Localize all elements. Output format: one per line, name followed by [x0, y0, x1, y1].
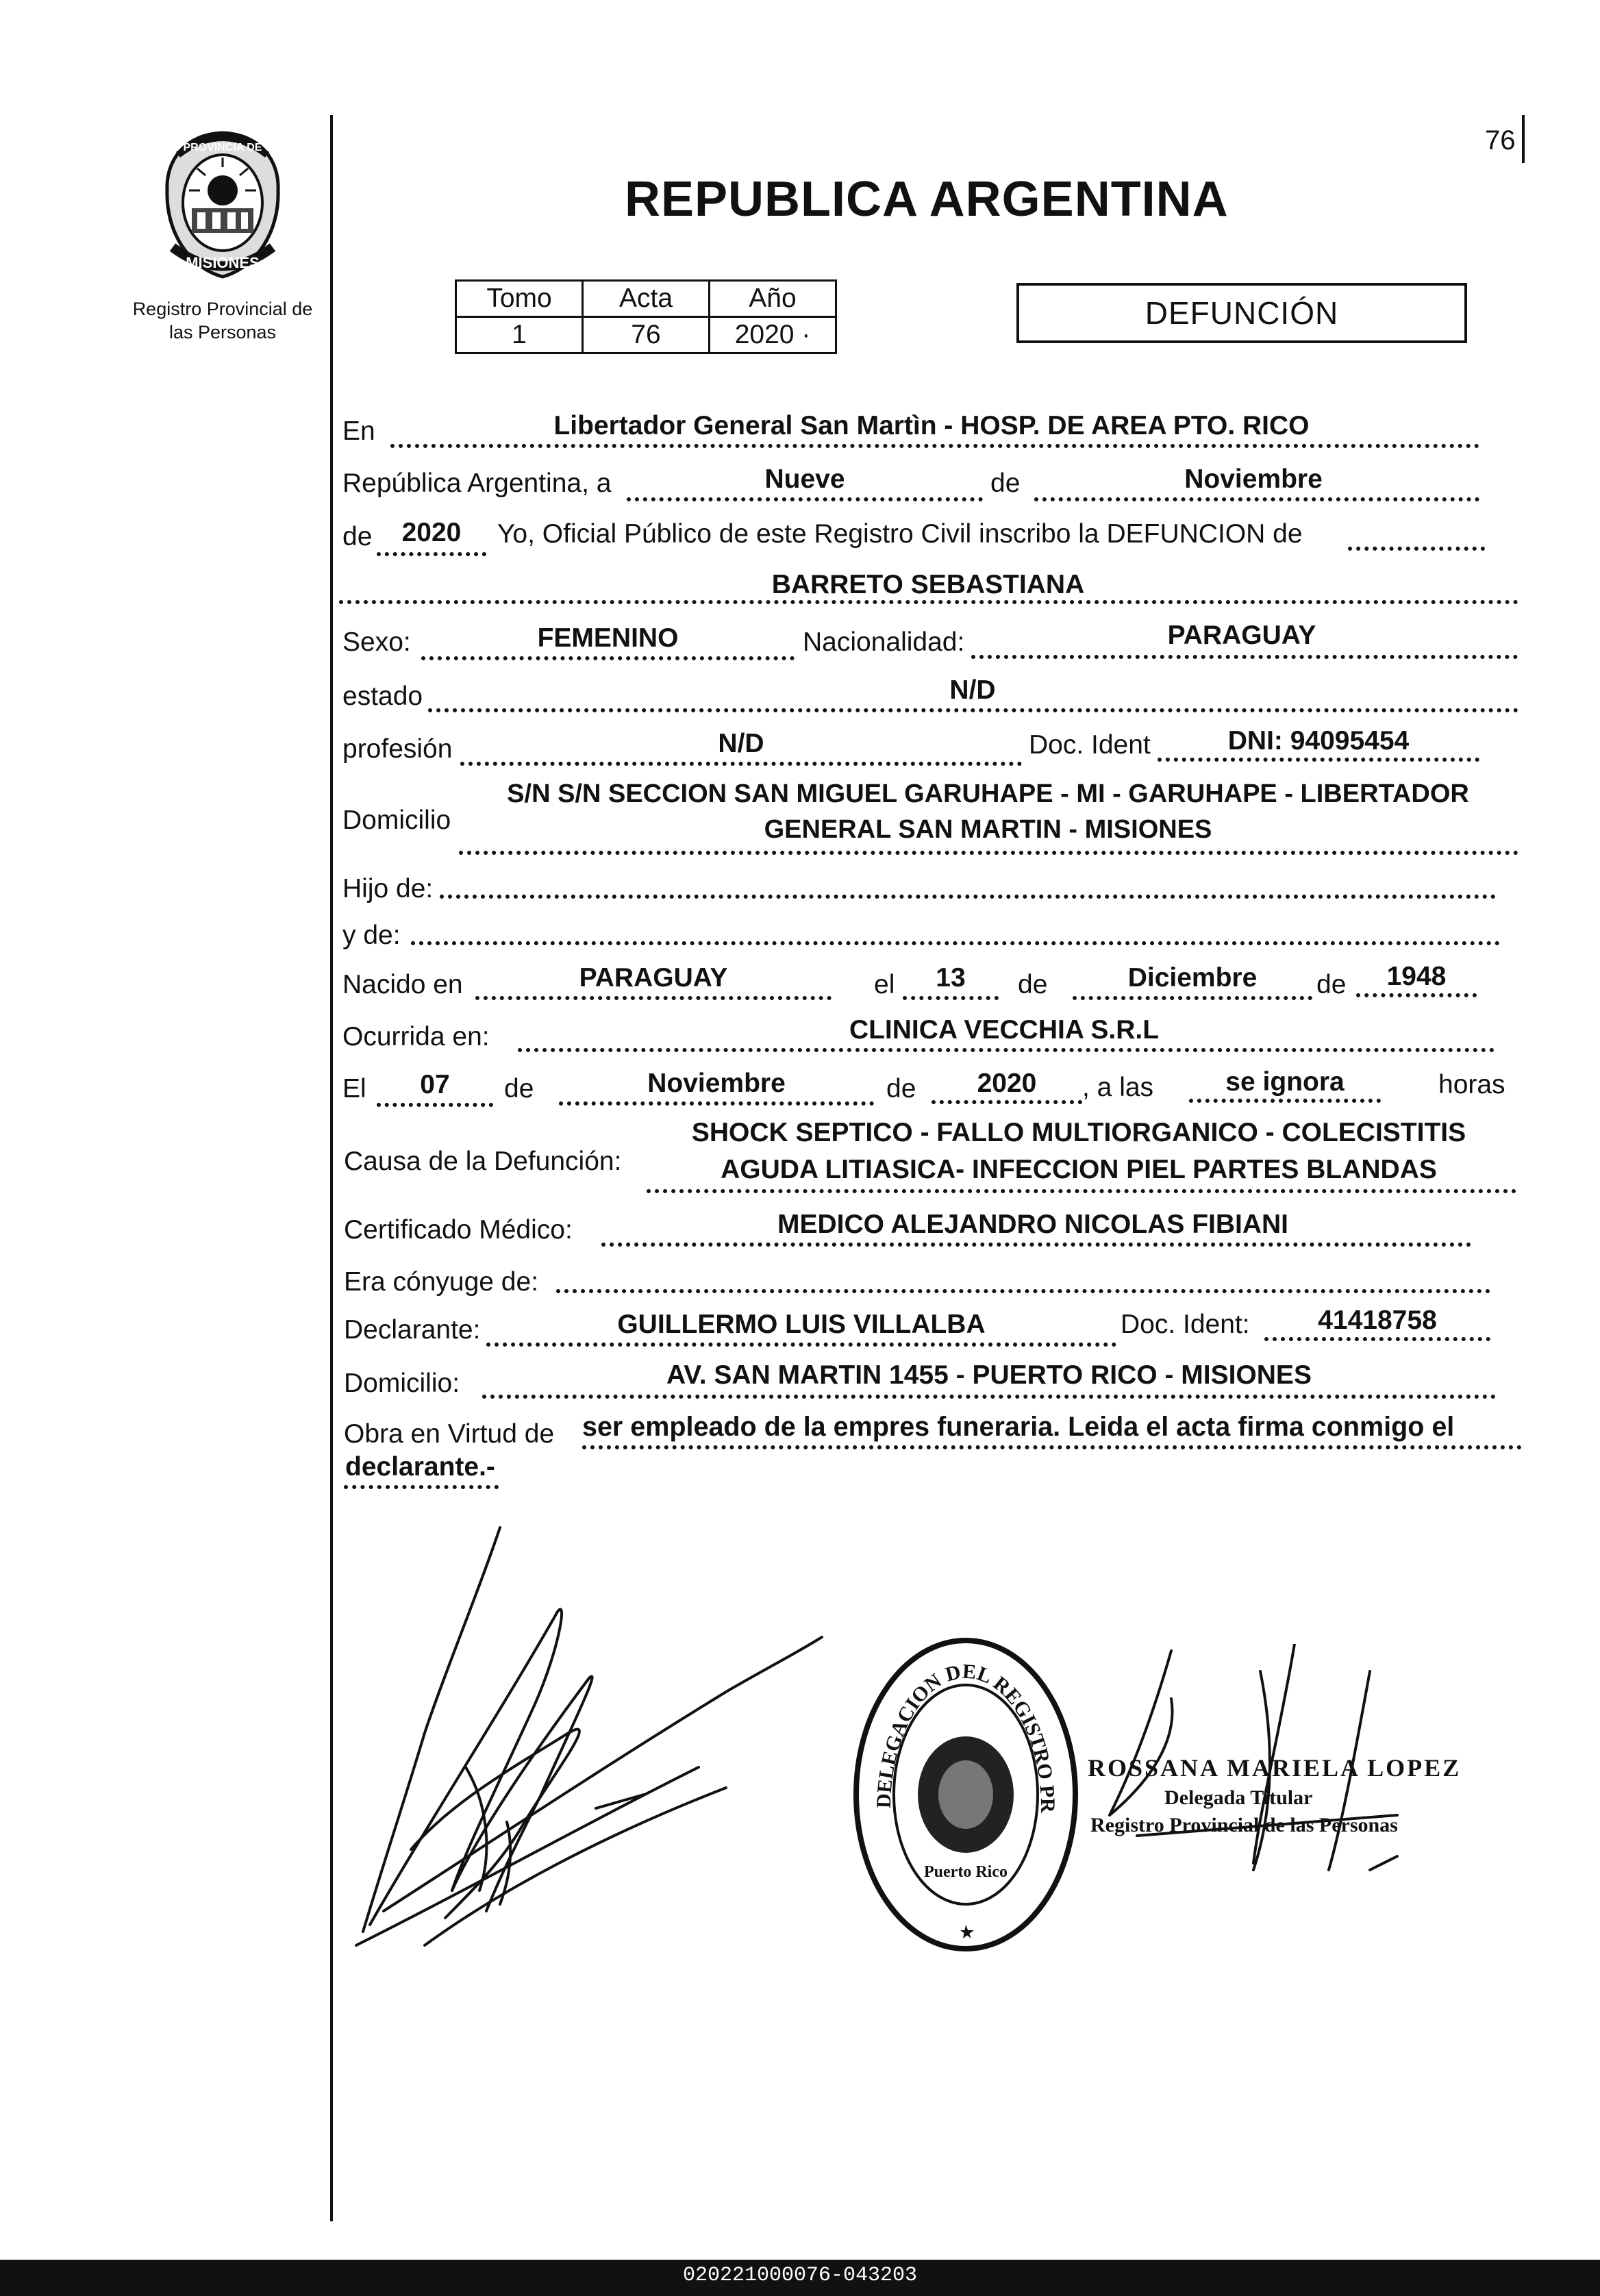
- anio-header: Año: [710, 281, 836, 317]
- de-label-1: de: [990, 469, 1021, 498]
- place-dots: [390, 444, 1479, 448]
- death-day: 07: [420, 1070, 450, 1099]
- domicilio2-dots: [482, 1395, 1496, 1399]
- sexo-value: FEMENINO: [537, 623, 679, 653]
- domicilio-line2: GENERAL SAN MARTIN - MISIONES: [764, 815, 1212, 844]
- profesion-dots: [460, 762, 1022, 766]
- horas-label: horas: [1438, 1070, 1505, 1099]
- page-number: 76: [1485, 125, 1516, 155]
- ocurrida-label: Ocurrida en:: [342, 1022, 490, 1051]
- sexo-label: Sexo:: [342, 627, 411, 657]
- official-stamp: [849, 1630, 1082, 1959]
- hijo-dots: [440, 895, 1496, 899]
- domicilio-line1: S/N S/N SECCION SAN MIGUEL GARUHAPE - MI - GARUHAPE - LIBERTADOR: [507, 779, 1469, 808]
- year-dots: [377, 552, 486, 556]
- domicilio2-value: AV. SAN MARTIN 1455 - PUERTO RICO - MISIONES: [666, 1360, 1312, 1390]
- declarante-label: Declarante:: [344, 1315, 481, 1345]
- obra-label: Obra en Virtud de: [344, 1419, 555, 1449]
- birth-month: Diciembre: [1127, 963, 1258, 993]
- obra-line2: declarante.-: [345, 1452, 495, 1482]
- birth-day: 13: [936, 963, 966, 993]
- left-margin-line: [330, 115, 333, 2221]
- nacido-value: PARAGUAY: [579, 963, 728, 993]
- ocurrida-dots: [518, 1048, 1495, 1052]
- en-label: En: [342, 416, 375, 446]
- death-month-dots: [559, 1101, 874, 1106]
- doc-ident2-label: Doc. Ident:: [1121, 1310, 1250, 1339]
- oficial-text: Yo, Oficial Público de este Registro Civil inscribo la DEFUNCION de: [497, 519, 1303, 549]
- month-dots: [1034, 497, 1479, 501]
- birth-year: 1948: [1386, 962, 1447, 991]
- obra-dots-2: [344, 1485, 499, 1489]
- death-month: Noviembre: [647, 1069, 786, 1098]
- el2-label: El: [342, 1074, 366, 1103]
- official-name: ROSSANA MARIELA LOPEZ: [1088, 1754, 1462, 1782]
- seal-icon: [158, 127, 288, 282]
- page-title: REPUBLICA ARGENTINA: [625, 172, 1229, 227]
- doc-ident-label: Doc. Ident: [1029, 730, 1151, 760]
- issuer-line-2: las Personas: [168, 322, 277, 342]
- deceased-name: BARRETO SEBASTIANA: [771, 570, 1085, 599]
- official-signature: [1096, 1644, 1438, 1891]
- nacionalidad-value: PARAGUAY: [1167, 621, 1316, 650]
- tomo-header: Tomo: [456, 281, 583, 317]
- estado-value: N/D: [949, 675, 996, 705]
- death-year: 2020: [977, 1069, 1037, 1098]
- official-org: Registro Provincial de las Personas: [1090, 1814, 1398, 1836]
- republica-label: República Argentina, a: [342, 469, 612, 498]
- hora-value: se ignora: [1225, 1067, 1345, 1097]
- de-label-2: de: [342, 522, 373, 551]
- oficial-dots: [1348, 547, 1485, 551]
- declarante-dots: [486, 1343, 1116, 1347]
- year-value: 2020: [401, 518, 462, 547]
- causa-dots: [647, 1189, 1516, 1193]
- nacido-dots: [475, 996, 832, 1000]
- estado-label: estado: [342, 682, 423, 711]
- certificado-value: MEDICO ALEJANDRO NICOLAS FIBIANI: [777, 1210, 1289, 1239]
- estado-dots: [428, 708, 1518, 712]
- profesion-label: profesión: [342, 734, 453, 764]
- profesion-value: N/D: [718, 729, 764, 758]
- causa-label: Causa de la Defunción:: [344, 1147, 622, 1176]
- domicilio2-label: Domicilio:: [344, 1369, 460, 1398]
- conyuge-label: Era cónyuge de:: [344, 1267, 539, 1297]
- birth-month-dots: [1073, 996, 1312, 1000]
- right-margin-line: [1522, 115, 1525, 163]
- tomo-value: 1: [456, 317, 583, 353]
- de-label-3: de: [1018, 970, 1048, 999]
- issuer-line-1: Registro Provincial de: [132, 299, 313, 319]
- causa-line1: SHOCK SEPTICO - FALLO MULTIORGANICO - COLECISTITIS: [691, 1118, 1466, 1147]
- doc-ident-dots: [1158, 758, 1479, 762]
- y-de-dots: [411, 941, 1500, 945]
- el-label: el: [874, 970, 895, 999]
- death-year-dots: [932, 1100, 1082, 1104]
- deceased-dots: [339, 600, 1518, 604]
- certificado-label: Certificado Médico:: [344, 1215, 573, 1245]
- de-label-6: de: [886, 1074, 916, 1103]
- birth-day-dots: [903, 996, 999, 1000]
- anio-value: 2020 ·: [710, 317, 836, 353]
- obra-dots-1: [582, 1445, 1522, 1449]
- reference-table: [455, 279, 837, 354]
- acta-value: 76: [583, 317, 710, 353]
- official-title: Delegada Titular: [1164, 1786, 1313, 1809]
- emblem-bottom-text: MISIONES: [186, 254, 260, 271]
- doc-ident-value: DNI: 94095454: [1227, 726, 1410, 756]
- stamp-center-text: Puerto Rico: [924, 1863, 1008, 1881]
- sexo-dots: [421, 656, 795, 660]
- nacionalidad-label: Nacionalidad:: [803, 627, 965, 657]
- de-label-4: de: [1316, 970, 1347, 999]
- doc-ident2-dots: [1264, 1337, 1490, 1341]
- birth-year-dots: [1356, 993, 1477, 997]
- day-dots: [627, 497, 983, 501]
- obra-line1: ser empleado de la empres funeraria. Leida el acta firma conmigo el: [582, 1412, 1455, 1442]
- ocurrida-value: CLINICA VECCHIA S.R.L: [849, 1015, 1160, 1045]
- place-value: Libertador General San Martìn - HOSP. DE AREA PTO. RICO: [553, 411, 1310, 440]
- declarante-signature: [342, 1507, 836, 1959]
- nacido-label: Nacido en: [342, 970, 463, 999]
- death-day-dots: [377, 1103, 493, 1107]
- de-label-5: de: [504, 1074, 534, 1103]
- document-type: DEFUNCIÓN: [1016, 283, 1467, 343]
- a-las-label: , a las: [1082, 1073, 1154, 1102]
- conyuge-dots: [556, 1289, 1490, 1293]
- hijo-label: Hijo de:: [342, 874, 434, 903]
- y-de-label: y de:: [342, 921, 401, 950]
- nacionalidad-dots: [971, 655, 1518, 659]
- province-emblem: [158, 127, 288, 282]
- doc-ident2-value: 41418758: [1318, 1306, 1437, 1335]
- certificado-dots: [601, 1243, 1471, 1247]
- emblem-top-text: PROVINCIA DE: [183, 142, 262, 153]
- stamp-ring-text: DELEGACION DEL REGISTRO PR: [872, 1660, 1060, 1813]
- footer-code: 020221000076-043203: [682, 2264, 918, 2287]
- declarante-value: GUILLERMO LUIS VILLALBA: [617, 1310, 986, 1339]
- day-value: Nueve: [764, 464, 845, 494]
- causa-line2: AGUDA LITIASICA- INFECCION PIEL PARTES BLANDAS: [721, 1155, 1437, 1184]
- stamp-icon: [849, 1630, 1082, 1959]
- domicilio-label: Domicilio: [342, 806, 451, 835]
- month-value: Noviembre: [1184, 464, 1323, 494]
- hora-dots: [1189, 1099, 1381, 1103]
- domicilio-dots: [459, 851, 1518, 855]
- acta-header: Acta: [583, 281, 710, 317]
